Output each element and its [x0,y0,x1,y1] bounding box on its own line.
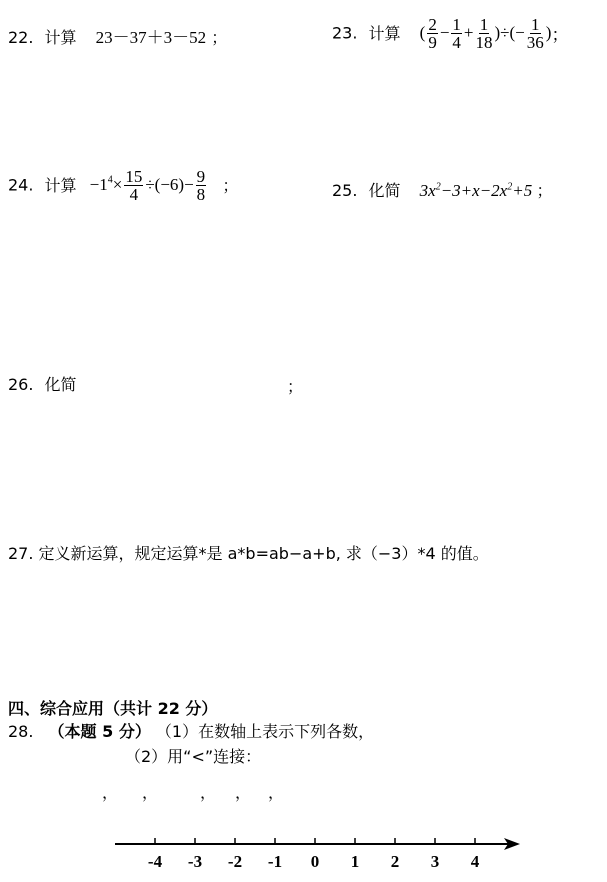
tick-label: 3 [430,852,440,871]
question-22 [8,23,227,48]
comma: ， [200,783,217,802]
question-25 [332,178,552,201]
question-number: 26. [8,375,34,394]
comma: ， [142,783,159,802]
tick-label: 4 [470,852,480,871]
expression: 23－37＋3－52 [95,28,207,47]
expression: $3x^2-3+x-2x^2+5$ [419,181,533,200]
question-number: 28. [8,722,34,741]
question-28 [8,719,374,742]
terminator: ； [211,28,228,47]
question-verb: 化简 [368,181,401,200]
question-number: 24. [8,175,34,195]
comma: ， [235,783,252,802]
expression: ( $\frac{2}{9}$ − $\frac{1}{4}$ + $\frac{1}{18}$ )÷(− $\frac{1}{36}$ )； [419,15,569,52]
question-verb: 计算 [44,176,77,196]
question-27: 27. 定义新运算，规定运算*是 a*b=ab−a+b, 求（−3）*4 的值。 [8,544,489,563]
fraction: $\frac{1}{4}$ [452,15,461,52]
tick-label: 2 [390,852,400,871]
fraction: $\frac{1}{18}$ [475,15,493,52]
fraction: $\frac{9}{8}$ [196,167,206,204]
comma: ， [268,783,285,802]
section-title: 四、综合应用（共计 22 分） [8,699,218,718]
tick-label: 0 [310,852,320,871]
question-number: 25. [332,181,358,200]
fraction: $\frac{15}{4}$ [125,167,143,204]
tick-label: -2 [227,852,243,871]
question-verb: 计算 [368,24,401,44]
question-part-2: （2）用“<”连接： [125,747,262,766]
tick-label: -4 [147,852,163,871]
fraction: $\frac{1}{36}$ [526,15,544,52]
terminator: ； [222,176,239,196]
fraction: $\frac{2}{9}$ [428,15,437,52]
question-verb: 化简 [44,375,77,394]
expression: $-1^4\times$ $\frac{15}{4}$ ÷(−6)− $\frac{9}{8}$ [89,167,206,204]
question-26 [8,372,77,395]
question-verb: 计算 [44,28,77,47]
question-23 [332,16,568,51]
question-number: 23. [332,23,358,43]
tick-label: -3 [187,852,203,871]
question-points: （本题 5 分） [48,722,151,741]
terminator: ； [536,181,553,200]
question-part-1: （1）在数轴上表示下列各数， [155,722,375,741]
tick-label: -1 [267,852,283,871]
tick-label: 1 [350,852,360,871]
question-24 [8,168,238,203]
comma: ， [102,783,119,802]
number-line [0,825,607,882]
question-number: 22. [8,28,34,47]
terminator: ； [287,377,304,396]
